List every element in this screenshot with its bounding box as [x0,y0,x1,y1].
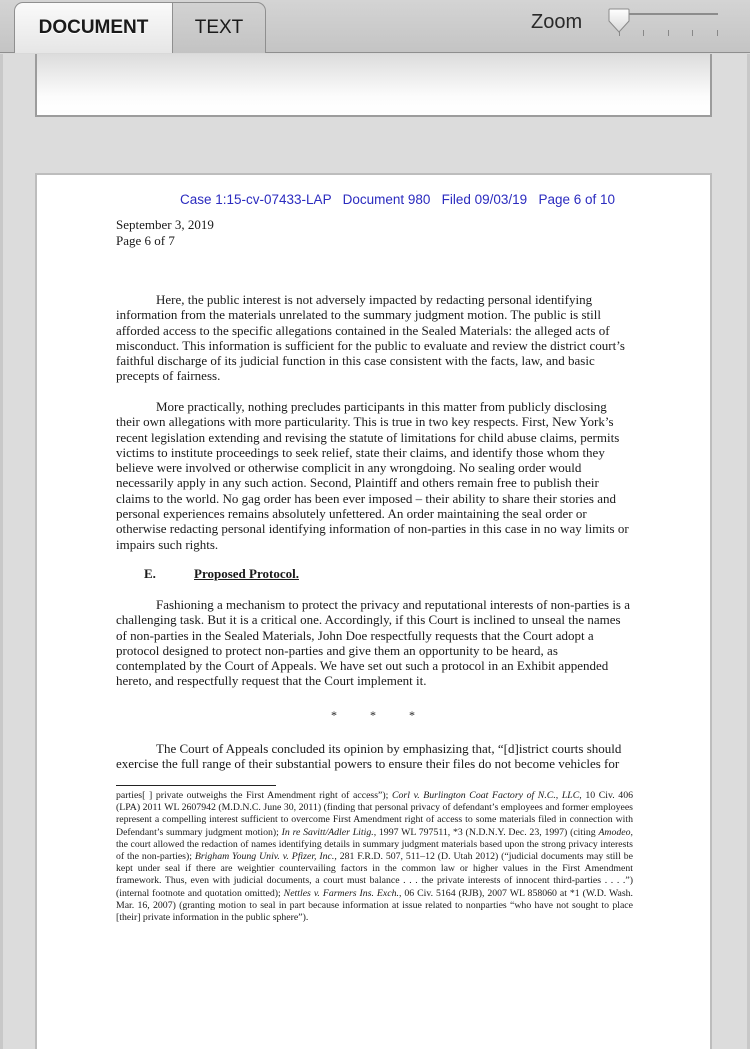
case-citation: Nettles v. Farmers Ins. Exch. [283,887,399,899]
zoom-label: Zoom [531,11,583,33]
zoom-tick [643,30,644,36]
footnote-text: , the court allowed the redaction of names identifying details in summary judgment materials based upon the strong privacy interests of the non-parties); [116,826,633,863]
paragraph-text: Fashioning a mechanism to protect the privacy and reputational interests of non-parties is a challenging task. But it is a critical one. Accordingly, if this Court is inclined to unseal the names of non-parties in the Sealed Materials, John Doe respectfully requests that the Court adopt a protocol designed to protect non-parties and give them an opportunity to be heard, as contemplated by the Court of Appeals. We have set out such a protocol in an Exhibit appended hereto, and respectfully request that the Court implement it. [116,597,631,689]
case-citation: Brigham Young Univ. v. Pfizer, Inc. [194,851,335,863]
paragraph-text: Here, the public interest is not adversely impacted by redacting personal identifying information from the materials unrelated to the summary judgment motion. The public is still afforded access to the specific allegations contained in the Sealed Materials: the alleged acts of misconduct. This information is sufficient for the public to evaluate and review the district court’s faithful discharge of its judicial function in this case consistent with the facts, law, and basic precepts of fairness. [116,292,625,384]
viewer-toolbar [0,0,750,53]
zoom-slider-track[interactable] [622,13,718,15]
footnote-text: , 281 F.R.D. 507, 511–12 (D. Utah 2012) (“judicial documents may still be kept under seal if there are weightier countervailing factors in the common law or higher values in the First Amendment framework. Thus, even with judicial documents, a court must balance . . . the private interests of innocent third-parties . . . .”) (internal footnote and quotation omitted); [116,851,633,899]
footnote-text: parties[ ] private outweighs the First Amendment right of access”); [116,790,392,801]
case-citation: In re Savitt/Adler Litig. [281,826,374,838]
paragraph-text: The Court of Appeals concluded its opinion by emphasizing that, “[d]istrict courts should exercise the full range of their substantial powers to ensure their files do not become vehicles for [116,741,622,772]
case-citation: Amodeo [598,826,631,838]
paragraph-text: More practically, nothing precludes participants in this matter from publicly disclosing their own allegations with more particularity. This is true in two key respects. First, New York’s recent legislation extending and revising the statute of limitations for child abuse claims, permits victims to institute proceedings to seek relief, state their claims, and identify those whom they believe were involved or otherwise complicit in any wrongdoing. No sealing order would necessarily apply in any such action. Second, Plaintiff and others remain free to publish their claims to the world. No gag order has been ever imposed – their ability to share their stories and personal experiences remains absolutely unfettered. An order maintaining the seal order or otherwise redacting personal identifying information of non-parties in this case in no way limits or impairs such rights. [116,399,629,552]
paragraph-protocol [116,597,630,689]
paragraph-court-of-appeals [116,741,630,772]
document-page [35,173,712,1049]
tab-text[interactable]: TEXT [173,2,266,53]
view-mode-tabs [14,2,266,53]
paragraph-practically [116,399,630,552]
letter-header [116,217,214,249]
footnote-text: , 1997 WL 797511, *3 (N.D.N.Y. Dec. 23, 1997) (citing [373,826,599,838]
ecf-filing-header: Case 1:15-cv-07433-LAP Document 980 Filed 09/03/19 Page 6 of 10 [179,192,616,207]
section-title: Proposed Protocol. [194,566,299,581]
zoom-slider-thumb[interactable] [608,8,630,34]
case-citation: Corl v. Burlington Coat Factory of N.C., LLC [392,790,580,801]
zoom-tick [717,30,718,36]
zoom-tick [692,30,693,36]
footnote-text: , 10 Civ. 406 (LPA) 2011 WL 2607942 (M.D.N.C. June 30, 2011) (finding that personal privacy of defendant’s employees and former employees represent a compelling interest sufficient to overcome First Amendment right of access to some materials filed in connection with Defendant’s summary judgment motion); [116,790,633,838]
tab-document[interactable]: DOCUMENT [14,2,173,53]
previous-page-bottom [35,54,712,117]
letter-page-number: Page 6 of 7 [116,233,175,248]
footnote-text: , 06 Civ. 5164 (RJB), 2007 WL 858060 at *1 (W.D. Wash. Mar. 16, 2007) (granting motion to seal in part because information at issue related to nonparties “who have not sought to place [their] private information in the public sphere”). [116,887,633,924]
zoom-slider[interactable] [608,8,720,38]
section-break-stars: * * * [331,708,415,722]
section-heading [144,566,299,582]
section-letter: E. [144,566,156,581]
paragraph-public-interest [116,292,630,384]
footnote-divider [116,785,276,786]
letter-date: September 3, 2019 [116,217,214,232]
zoom-tick [668,30,669,36]
footnote [116,790,633,924]
